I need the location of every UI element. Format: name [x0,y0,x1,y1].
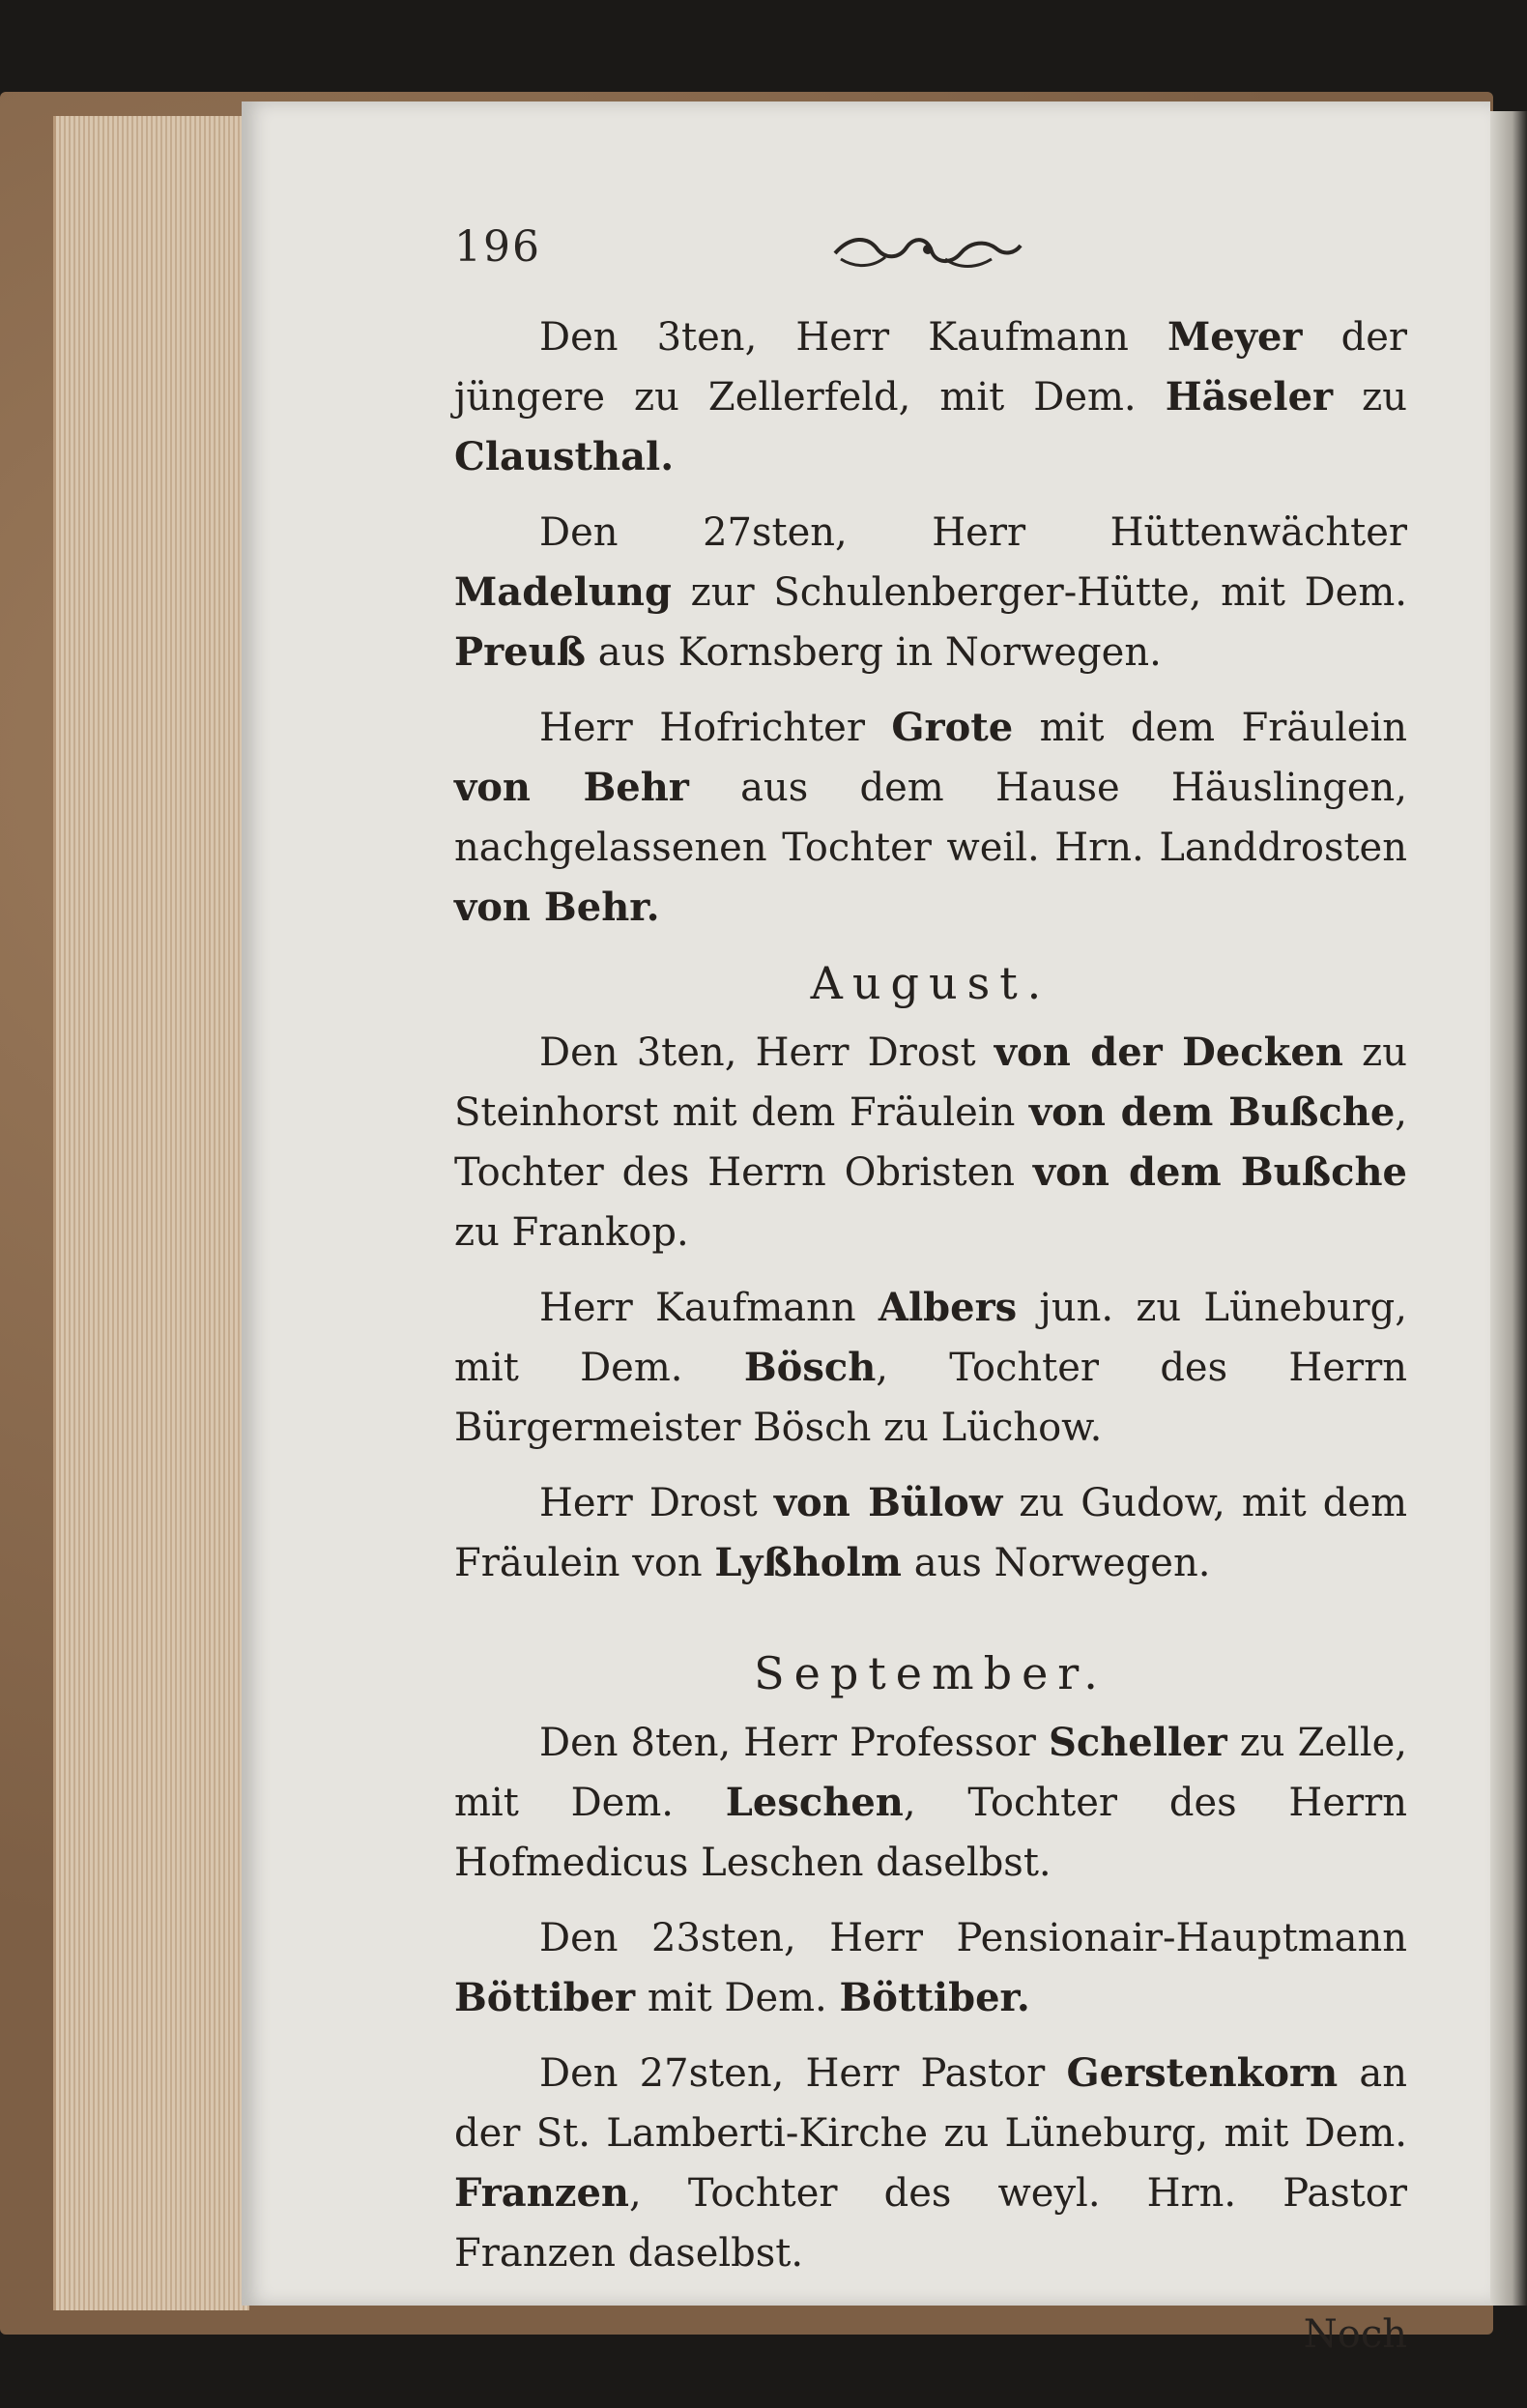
entry-text: , Tochter des Herrn Bürgermeister Bösch zu Lüchow. [454,1346,1407,1450]
person-name: Bösch [743,1345,877,1390]
entry-text: Herr Drost [539,1481,774,1525]
page-text [454,307,1407,2364]
entry-text: zu Steinhorst mit dem Fräulein [454,1030,1407,1135]
entry-text: Herr Hofrichter [539,706,892,750]
entry-text: an der St. Lamberti-Kirche zu Lüneburg, mit Dem. [454,2051,1408,2156]
register-entry [454,1473,1407,1593]
entry-text: der jüngere zu Zellerfeld, mit Dem. [454,315,1407,420]
entries-september [454,1713,1407,2283]
entry-text: Den 23sten, Herr Pensionair-Hauptmann [539,1916,1407,1960]
register-entry [454,1278,1407,1458]
register-entry [454,698,1407,938]
entry-text: zu Zelle, mit Dem. [454,1721,1407,1825]
person-name: Meyer [1167,314,1303,360]
person-name: von Behr. [454,885,660,930]
entry-text: zur Schulenberger-Hütte, mit Dem. [671,570,1407,615]
register-entry [454,503,1407,682]
person-name: Scheller [1048,1720,1227,1765]
person-name: Lyßholm [714,1540,902,1585]
person-name: von dem Bußche [1032,1149,1407,1195]
month-heading-september: September. [754,1647,1108,1699]
page-header [454,222,1407,290]
register-entry [454,307,1407,487]
person-name: von der Decken [994,1030,1343,1075]
person-name: Böttiber. [839,1975,1030,2020]
person-name: Preuß [454,629,587,675]
person-name: Madelung [454,569,672,615]
register-entry [454,1908,1407,2028]
entry-text: Den 27sten, Herr Pastor [539,2051,1067,2096]
facing-page-edge [1490,111,1527,2306]
person-name: Franzen [454,2170,630,2216]
entry-text: zu [1333,375,1407,420]
ornament-icon [831,230,1024,275]
entry-text: mit dem Fräulein [1013,706,1407,750]
register-entry [454,2044,1407,2283]
entries-august [454,1023,1407,1593]
entry-text: zu Frankop. [454,1210,689,1255]
entry-text: , Tochter des Herrn Hofmedicus Leschen daselbst. [454,1781,1407,1885]
entry-text: zu Gudow, mit dem Fräulein von [454,1481,1407,1585]
page-number: 196 [454,222,541,272]
entry-text: Den 3ten, Herr Kaufmann [539,315,1167,360]
person-name: von Behr [454,765,689,810]
person-name: Gerstenkorn [1066,2050,1339,2096]
catchword: Noch [1303,2312,1407,2357]
entry-text: , Tochter des Herrn Obristen [454,1090,1407,1195]
entry-text: jun. zu Lüneburg, mit Dem. [454,1286,1407,1390]
month-heading-august: August. [810,957,1052,1009]
entry-text: aus Norwegen. [902,1541,1211,1585]
entry-text: Den 8ten, Herr Professor [539,1721,1049,1765]
person-name: von Bülow [773,1480,1003,1525]
page-edges [53,116,249,2310]
person-name: von dem Bußche [1028,1089,1396,1135]
entry-text: Den 27sten, Herr Hüttenwächter [539,510,1407,555]
person-name: Grote [891,705,1014,750]
person-name: Häseler [1165,374,1334,420]
entries-july [454,307,1407,938]
entry-text: Den 3ten, Herr Drost [539,1030,994,1075]
person-name: Leschen [725,1780,904,1825]
register-entry [454,1713,1407,1893]
entry-text: aus Kornsberg in Norwegen. [586,630,1162,675]
entry-text: mit Dem. [635,1976,840,2020]
entry-text: , Tochter des weyl. Hrn. Pastor Franzen daselbst. [454,2171,1407,2276]
person-name: Albers [878,1285,1018,1330]
entry-text: Herr Kaufmann [539,1286,879,1330]
person-name: Clausthal. [454,434,675,479]
entry-text: aus dem Hause Häuslingen, nachgelassenen Tochter weil. Hrn. Landdrosten [454,766,1408,870]
person-name: Böttiber [454,1975,636,2020]
register-entry [454,1023,1407,1262]
